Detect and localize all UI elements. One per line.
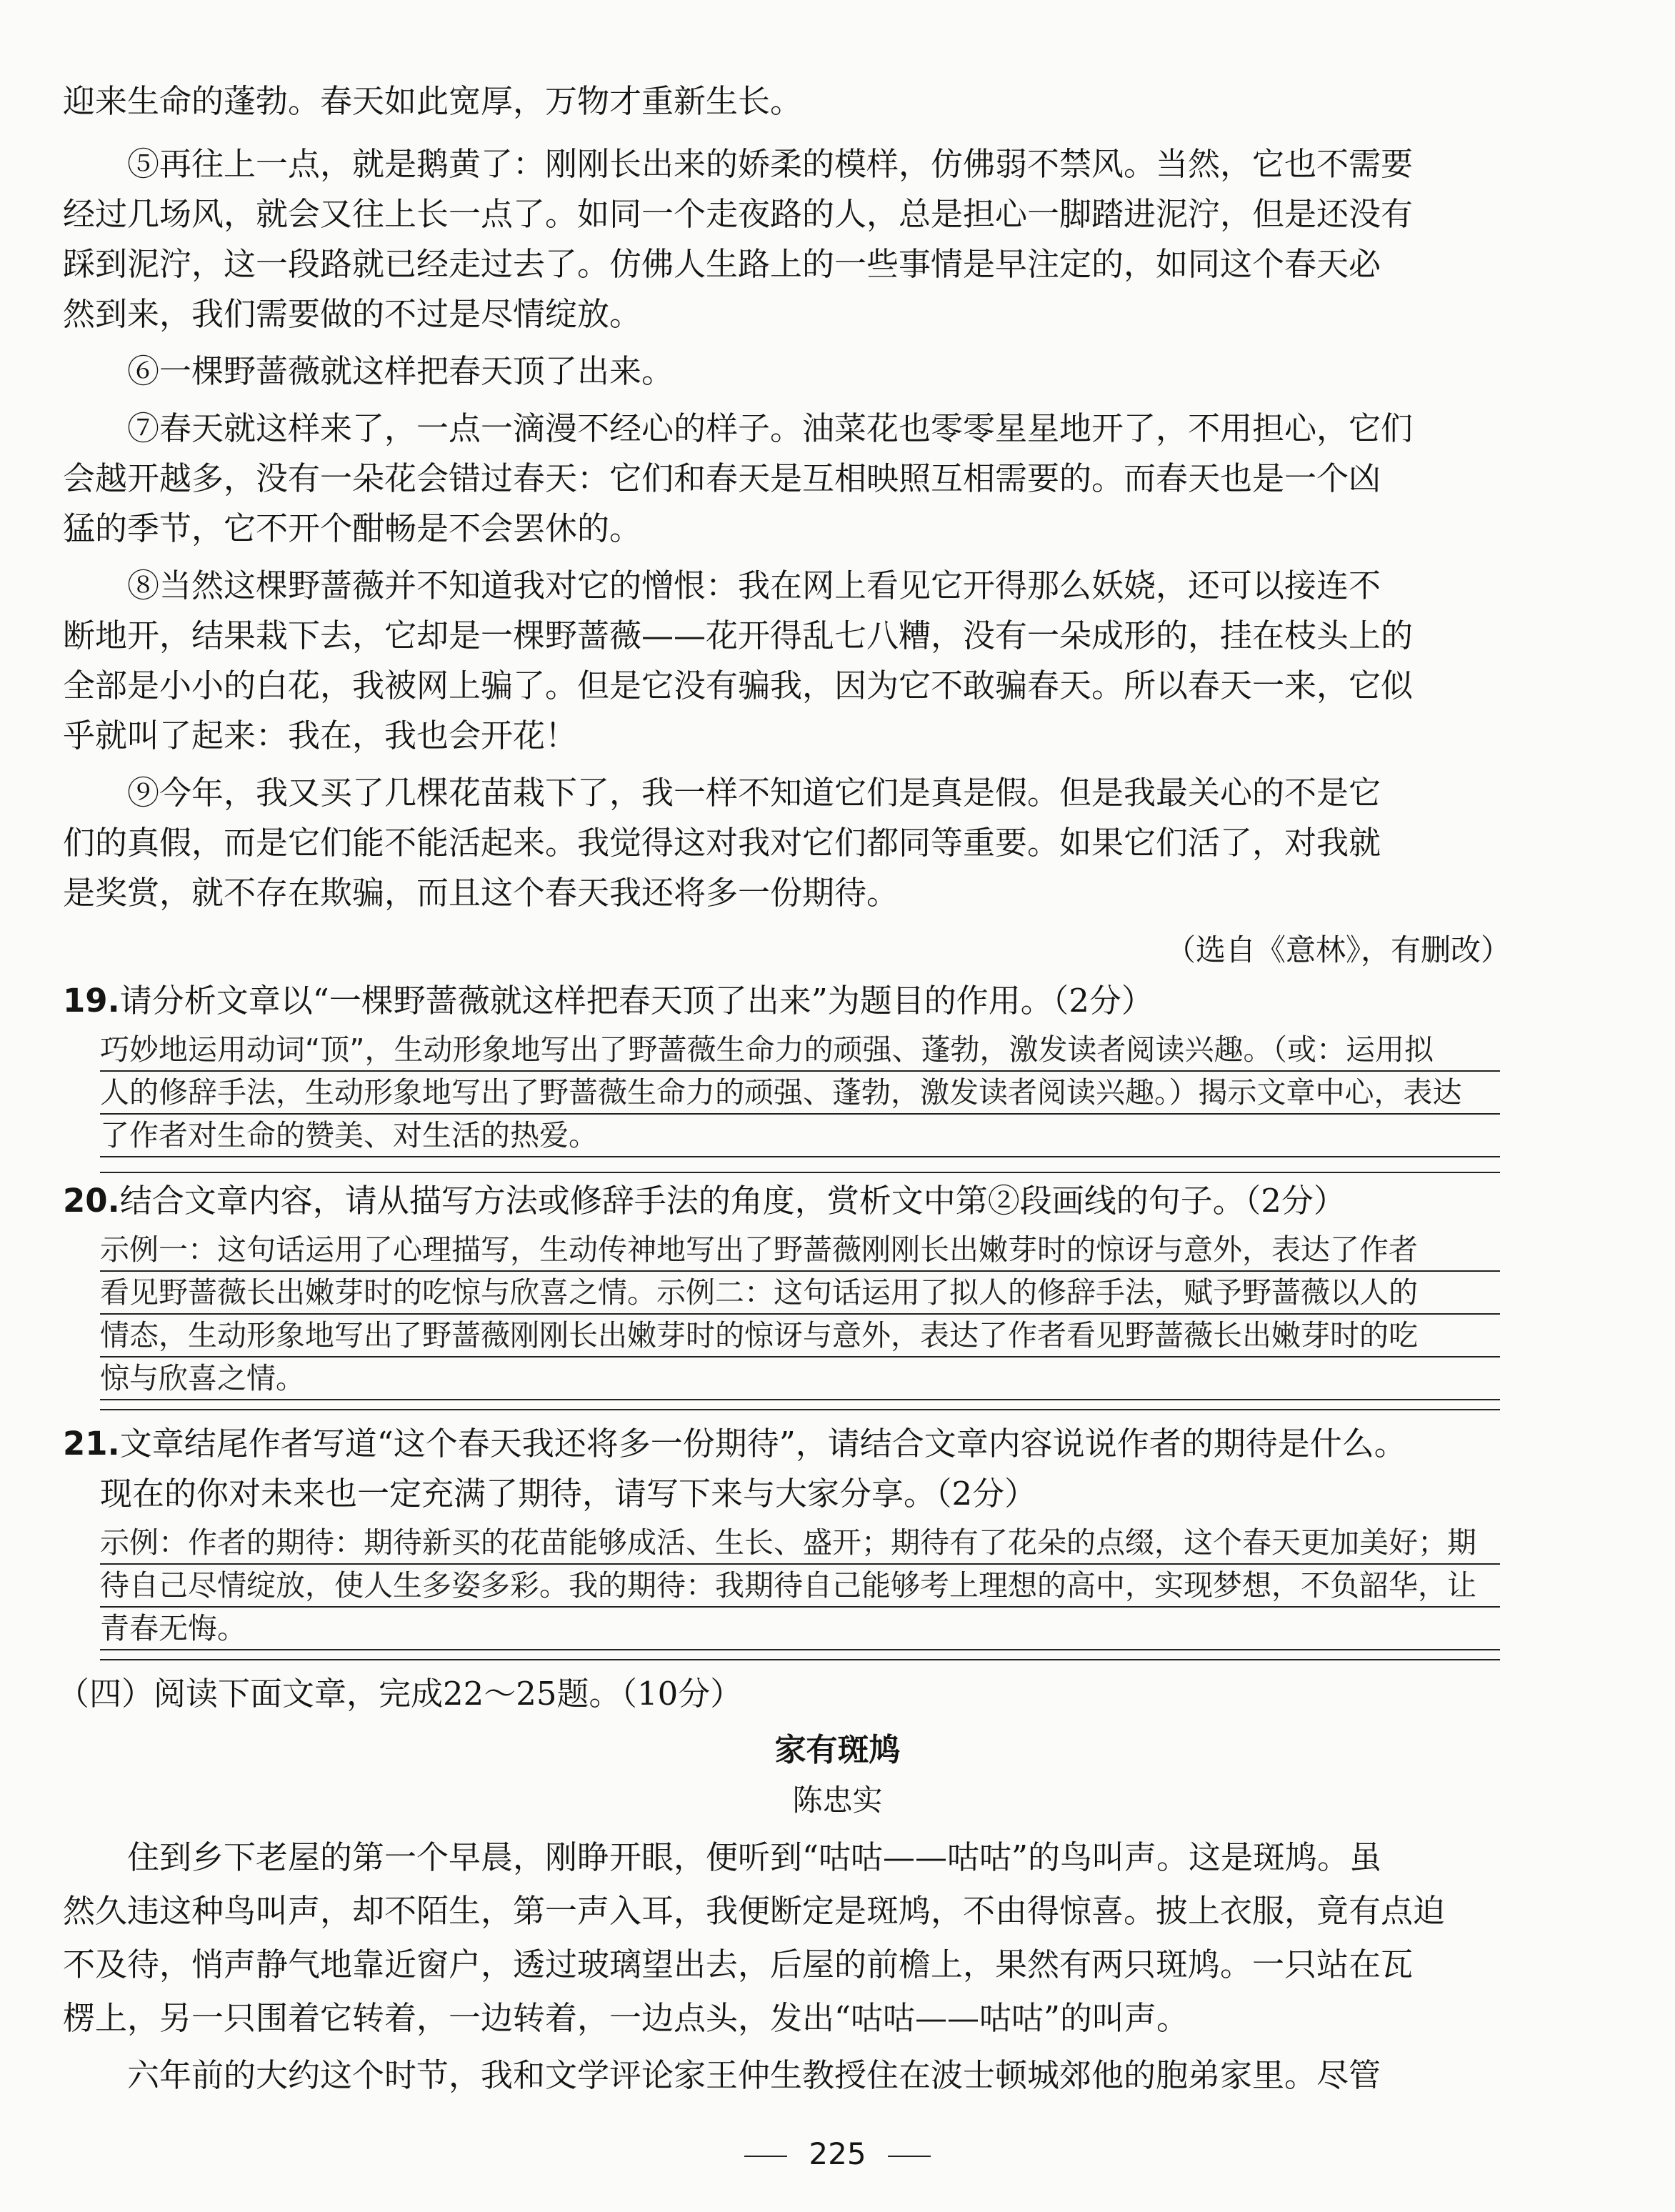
passage-line: 然到来，我们需要做的不过是尽情绽放。: [63, 295, 642, 333]
passage-line: 会越开越多，没有一朵花会错过春天：它们和春天是互相映照互相需要的。而春天也是一个凶: [63, 459, 1381, 497]
question-21: [63, 1422, 1549, 1466]
answer-line: 惊与欣喜之情。: [100, 1357, 1500, 1400]
passage-line: ⑦春天就这样来了，一点一滴漫不经心的样子。油菜花也零零星星地开了，不用担心，它们: [127, 409, 1414, 447]
passage-line: 断地开，结果栽下去，它却是一棵野蔷薇——花开得乱七八糟，没有一朵成形的，挂在枝头上的: [63, 617, 1414, 654]
question-21-continued: 现在的你对未来也一定充满了期待，请写下来与大家分享。（2分）: [100, 1475, 1037, 1513]
question-19: [63, 979, 1549, 1023]
question-text: 文章结尾作者写道“这个春天我还将多一份期待”，请结合文章内容说说作者的期待是什么。: [119, 1425, 1406, 1463]
article-line: 住到乡下老屋的第一个早晨，刚睁开眼，便听到“咕咕——咕咕”的鸟叫声。这是斑鸠。虽: [127, 1838, 1382, 1876]
answer-line: 了作者对生命的赞美、对生活的热爱。: [100, 1115, 1500, 1157]
page-number: [0, 2136, 1675, 2171]
passage-line: 经过几场风，就会又往上长一点了。如同一个走夜路的人，总是担心一脚踏进泥泞，但是还没有: [63, 195, 1414, 233]
article-line: 不及待，悄声静气地靠近窗户，透过玻璃望出去，后屋的前檐上，果然有两只斑鸠。一只站在瓦: [63, 1946, 1414, 1983]
passage-line: ⑧当然这棵野蔷薇并不知道我对它的憎恨：我在网上看见它开得那么妖娆，还可以接连不: [127, 567, 1381, 604]
question-text: 请分析文章以“一棵野蔷薇就这样把春天顶了出来”为题目的作用。（2分）: [119, 982, 1154, 1020]
answer-line: 巧妙地运用动词“顶”，生动形象地写出了野蔷薇生命力的顽强、蓬勃，激发读者阅读兴趣。（或：运用拟: [100, 1029, 1500, 1072]
passage-line: 踩到泥泞，这一段路就已经走过去了。仿佛人生路上的一些事情是早注定的，如同这个春天必: [63, 245, 1381, 283]
passage-line: 们的真假，而是它们能不能活起来。我觉得这对我对它们都同等重要。如果它们活了，对我就: [63, 824, 1381, 862]
question-number: 21.: [63, 1425, 120, 1463]
page-number-dash-left: [744, 2156, 787, 2157]
passage-line: 全部是小小的白花，我被网上骗了。但是它没有骗我，因为它不敢骗春天。所以春天一来，它似: [63, 667, 1414, 704]
answer-line: 人的修辞手法，生动形象地写出了野蔷薇生命力的顽强、蓬勃，激发读者阅读兴趣。）揭示文章中心，表达: [100, 1072, 1500, 1115]
answer-line: 情态，生动形象地写出了野蔷薇刚刚长出嫩芽时的惊讶与意外，表达了作者看见野蔷薇长出嫩芽时的吃: [100, 1315, 1500, 1357]
question-number: 19.: [63, 982, 120, 1020]
article-author: 陈忠实: [792, 1783, 883, 1818]
article-title: 家有斑鸠: [774, 1732, 901, 1768]
question-number: 20.: [63, 1182, 120, 1220]
passage-line: 是奖赏，就不存在欺骗，而且这个春天我还将多一份期待。: [63, 874, 899, 912]
passage-line: ⑥一棵野蔷薇就这样把春天顶了出来。: [127, 352, 674, 390]
passage-line: 迎来生命的蓬勃。春天如此宽厚，万物才重新生长。: [63, 82, 803, 120]
question-20: [63, 1179, 1549, 1223]
passage-line: ⑨今年，我又买了几棵花苗栽下了，我一样不知道它们是真是假。但是我最关心的不是它: [127, 774, 1381, 812]
source-citation: （选自《意林》，有删改）: [1165, 932, 1511, 967]
answer-line: 示例：作者的期待：期待新买的花苗能够成活、生长、盛开；期待有了花朵的点缀，这个春天更加美好；期: [100, 1522, 1500, 1565]
question-text: 结合文章内容，请从描写方法或修辞手法的角度，赏析文中第②段画线的句子。（2分）: [119, 1182, 1346, 1220]
answer-20[interactable]: [100, 1229, 1500, 1410]
answer-line: [100, 1650, 1500, 1660]
answer-21[interactable]: [100, 1522, 1500, 1660]
page-number-value: 225: [809, 2136, 866, 2171]
answer-line: 待自己尽情绽放，使人生多姿多彩。我的期待：我期待自己能够考上理想的高中，实现梦想，不负韶华，让: [100, 1565, 1500, 1608]
answer-line: 示例一：这句话运用了心理描写，生动传神地写出了野蔷薇刚刚长出嫩芽时的惊讶与意外，表达了作者: [100, 1229, 1500, 1272]
answer-19[interactable]: [100, 1029, 1500, 1173]
article-line: 然久违这种鸟叫声，却不陌生，第一声入耳，我便断定是斑鸠，不由得惊喜。披上衣服，竟有点迫: [63, 1892, 1446, 1930]
answer-line: 青春无悔。: [100, 1608, 1500, 1650]
answer-line: 看见野蔷薇长出嫩芽时的吃惊与欣喜之情。示例二：这句话运用了拟人的修辞手法，赋予野蔷薇以人的: [100, 1272, 1500, 1315]
article-line: 六年前的大约这个时节，我和文学评论家王仲生教授住在波士顿城郊他的胞弟家里。尽管: [127, 2056, 1381, 2094]
passage-line: 猛的季节，它不开个酣畅是不会罢休的。: [63, 509, 642, 547]
article-line: 楞上，另一只围着它转着，一边转着，一边点头，发出“咕咕——咕咕”的叫声。: [63, 1999, 1189, 2037]
passage-line: ⑤再往上一点，就是鹅黄了：刚刚长出来的娇柔的模样，仿佛弱不禁风。当然，它也不需要: [127, 145, 1414, 183]
answer-line: [100, 1400, 1500, 1410]
passage-line: 乎就叫了起来：我在，我也会开花！: [63, 717, 578, 754]
page-number-dash-right: [888, 2156, 931, 2157]
section-four-heading: （四）阅读下面文章，完成22～25题。（10分）: [57, 1675, 743, 1713]
answer-line: [100, 1157, 1500, 1173]
